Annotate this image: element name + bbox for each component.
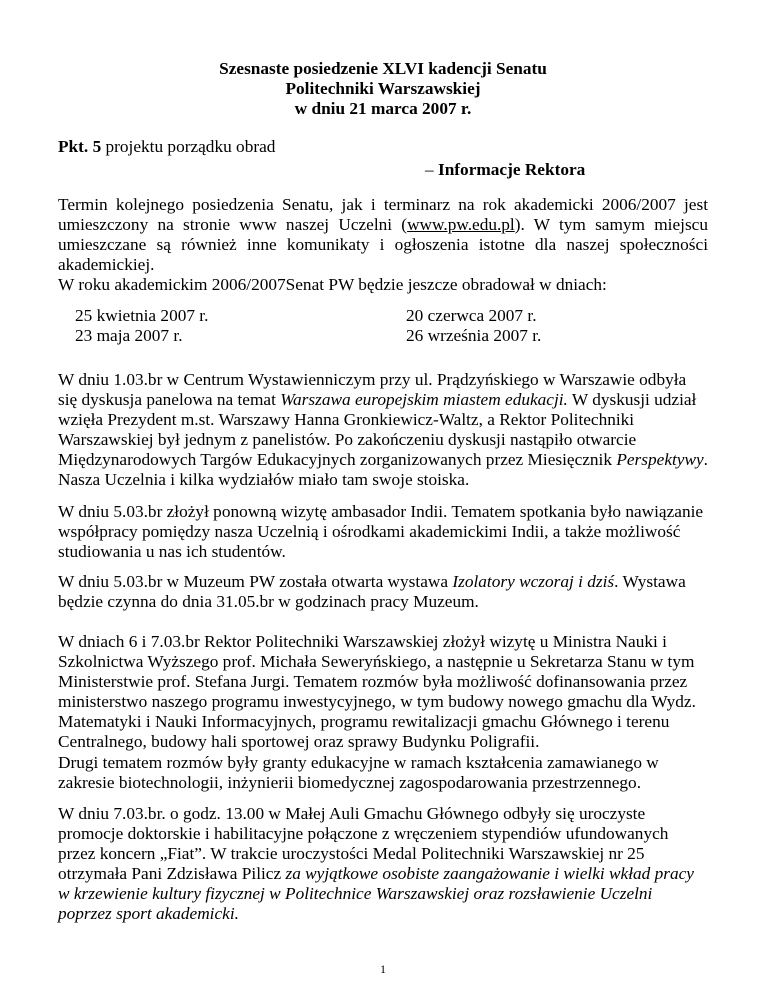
- paragraph-text: W dniu 5.03.br w Muzeum PW została otwarta wystawa: [58, 572, 453, 591]
- date-item: 23 maja 2007 r.: [75, 326, 183, 345]
- agenda-point-number: Pkt. 5: [58, 137, 102, 156]
- title-line-1: Szesnaste posiedzenie XLVI kadencji Senatu: [219, 59, 547, 78]
- dates-right-column: [406, 306, 541, 346]
- document-title: [58, 59, 708, 119]
- agenda-point-text: projektu porządku obrad: [101, 137, 276, 156]
- paragraph-text: W dyskusji udział wzięła Prezydent m.st. Warszawy Hanna Gronkiewicz-Waltz, a Rektor Politechniki Warszawskiej był jednym z panelistów. Po zakończeniu dyskusji nastąpiło otwarcie Międzynarodowych Targów Edukacyjnych zorganizowanych przez Miesięcznik: [58, 390, 697, 470]
- agenda-point: [58, 137, 275, 157]
- date-item: 20 czerwca 2007 r.: [406, 306, 537, 325]
- paragraph-text: . Wystawa będzie czynna do dnia 31.05.br w godzinach pracy Muzeum.: [58, 572, 686, 612]
- italic-text: za wyjątkowe osobiste zaangażowanie i wielki wkład pracy w krzewienie kultury fizycznej w Politechnice Warszawskiej oraz rozsławienie Uczelni poprzez sport akademicki.: [58, 864, 694, 924]
- paragraph-senate-schedule: [58, 195, 708, 295]
- website-link[interactable]: www.pw.edu.pl: [407, 215, 515, 235]
- dates-left-column: [75, 306, 208, 346]
- paragraph-text: W dniu 7.03.br. o godz. 13.00 w Małej Auli Gmachu Głównego odbyły się uroczyste promocje doktorskie i habilitacyjne połączone z wręczeniem stypendiów ufundowanych przez koncern „Fiat”. W trakcie uroczystości Medal Politechniki Warszawskiej nr 25 otrzymała Pani Zdzisława Pilicz: [58, 804, 669, 884]
- title-line-2: Politechniki Warszawskiej: [285, 79, 481, 98]
- date-item: 25 kwietnia 2007 r.: [75, 306, 209, 325]
- page-number: 1: [380, 962, 386, 976]
- section-heading: [425, 160, 585, 180]
- paragraph-panel-discussion: [58, 370, 708, 491]
- italic-text: Warszawa europejskim miastem edukacji.: [280, 390, 568, 410]
- paragraph-ministry-visit: [58, 632, 708, 793]
- paragraph-text: Drugi tematem rozmów były granty edukacyjne w ramach kształcenia zamawianego w zakresie biotechnologii, inżynierii biomedycznej zagospodarowania przestrzennego.: [58, 752, 659, 792]
- title-line-3: w dniu 21 marca 2007 r.: [294, 99, 472, 118]
- heading-dash: –: [425, 160, 438, 179]
- date-item: 26 września 2007 r.: [406, 326, 542, 345]
- paragraph-text: W dniach 6 i 7.03.br Rektor Politechniki Warszawskiej złożył wizytę u Ministra Nauki i Szkolnictwa Wyższego prof. Michała Seweryńskiego, a następnie u Sekretarza Stanu w tym Ministerstwie prof. Stefana Jurgi. Tematem rozmów była możliwość dofinansowania przez ministerstwo naszego programu inwestycyjnego, w tym budowy nowego gmachu dla Wydz. Matematyki i Nauki Informacyjnych, programu rewitalizacji gmachu Głównego i terenu Centralnego, budowy hali sportowej oraz sprawy Budynku Poligrafii.: [58, 632, 696, 752]
- paragraph-text: . Nasza Uczelnia i kilka wydziałów miało tam swoje stoiska.: [58, 450, 708, 490]
- heading-title: Informacje Rektora: [437, 160, 586, 179]
- paragraph-text: W roku akademickim 2006/2007Senat PW będzie jeszcze obradował w dniach:: [58, 275, 607, 295]
- italic-text: Izolatory wczoraj i dziś: [452, 572, 615, 591]
- paragraph-text: Termin kolejnego posiedzenia Senatu, jak i terminarz na rok akademicki 2006/2007 jest umieszczony na stronie www naszej Uczelni (: [58, 195, 708, 235]
- italic-text: Perspektywy: [616, 450, 704, 470]
- paragraph-text: W dniu 1.03.br w Centrum Wystawienniczym przy ul. Prądzyńskiego w Warszawie odbyła się dyskusja panelowa na temat: [58, 370, 687, 410]
- paragraph-exhibition: [58, 572, 708, 612]
- paragraph-promotions: [58, 804, 708, 925]
- paragraph-text: ). W tym samym miejscu umieszczane są również inne komunikaty i ogłoszenia istotne dla naszej społeczności akademickiej.: [58, 215, 708, 275]
- paragraph-india-ambassador: W dniu 5.03.br złożył ponowną wizytę ambasador Indii. Tematem spotkania było nawiązanie współpracy pomiędzy nasza Uczelnią i ośrodkami akademickimi Indii, a także możliwość studiowania u nas ich studentów.: [58, 502, 704, 562]
